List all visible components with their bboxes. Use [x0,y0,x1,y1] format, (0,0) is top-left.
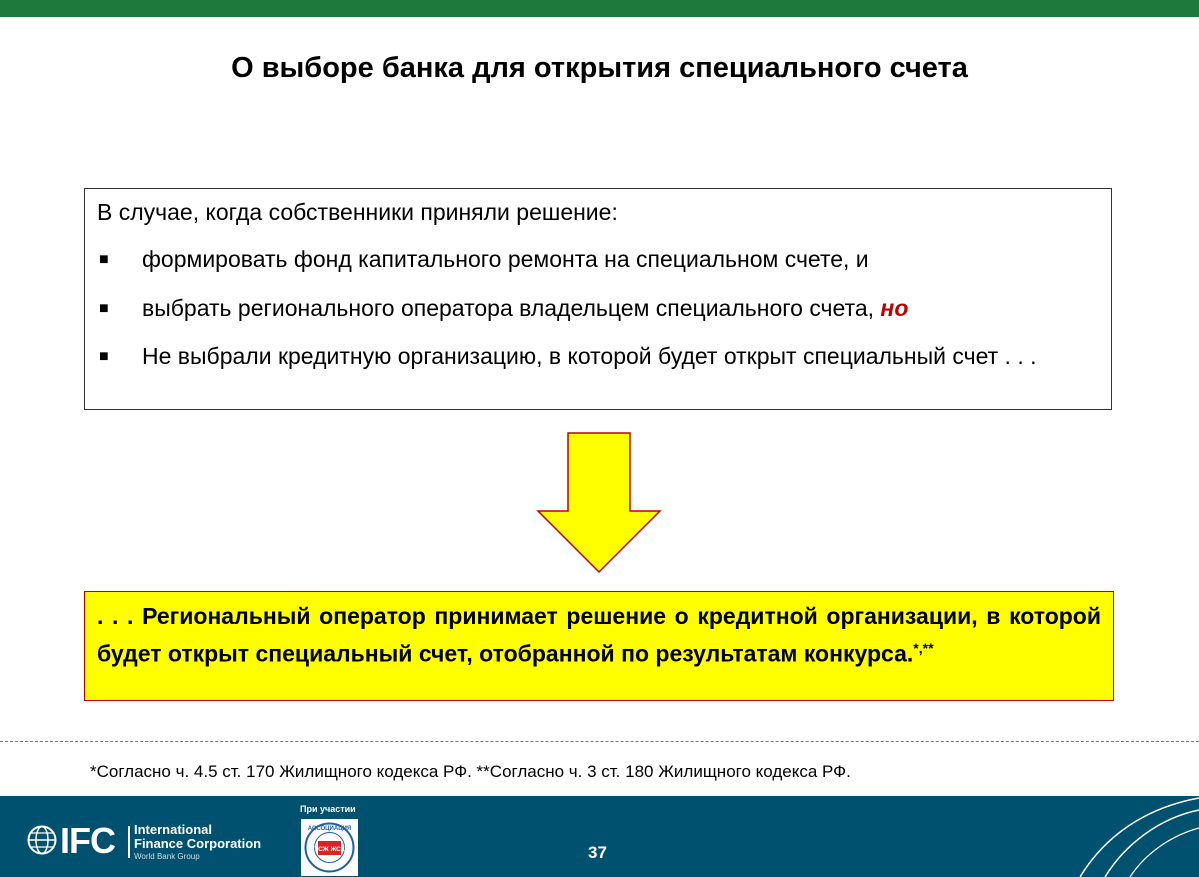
conditions-box [84,188,1112,410]
bullet-square-icon: ■ [99,300,109,317]
down-arrow-icon [536,432,662,574]
assoc-center-text: ТСЖ ЖСК [314,846,345,853]
bullet-square-icon: ■ [99,348,109,365]
result-box [84,591,1114,701]
ifc-logo-text: IFC [60,820,115,861]
bullet-text [142,293,1101,324]
bullet-text: Не выбрали кредитную организацию, в которой будет открыт специальный счет . . . [142,343,1037,369]
assoc-top-text: АССОЦИАЦИЯ [307,826,352,832]
participation-label: При участии [300,804,356,814]
footnote: *Согласно ч. 4.5 ст. 170 Жилищного кодекса РФ. **Согласно ч. 3 ст. 180 Жилищного кодекса РФ. [90,762,851,781]
result-text-main: . . . Региональный оператор принимает решение о кредитной организации, в которой будет открыт специальный счет, отобранной по результатам конкурса. [97,603,1101,667]
logo-separator [128,826,130,858]
decorative-curves [1060,796,1199,877]
world-bank-group-label: World Bank Group [134,852,200,861]
ifc-name-line-1: International [134,822,213,837]
page-number: 37 [588,843,607,862]
result-text [97,600,1101,670]
bullet-text: формировать фонд капитального ремонта на специальном счете, и [142,246,869,272]
result-footnote-marks: *,** [913,640,934,656]
conditions-intro: В случае, когда собственники приняли решение: [97,199,618,225]
association-logo [301,819,358,876]
bullet-square-icon: ■ [99,251,109,268]
ifc-full-name [134,823,261,851]
dashed-divider [0,741,1199,742]
bullet-text-main: выбрать регионального оператора владельцем специального счета, [142,295,875,321]
slide-title: О выборе банка для открытия специального счета [231,52,968,84]
ifc-globe-icon [27,825,57,855]
emphasis-word: но [880,295,909,321]
ifc-name-line-2: Finance Corporation [134,836,262,851]
top-accent-bar [0,0,1199,17]
